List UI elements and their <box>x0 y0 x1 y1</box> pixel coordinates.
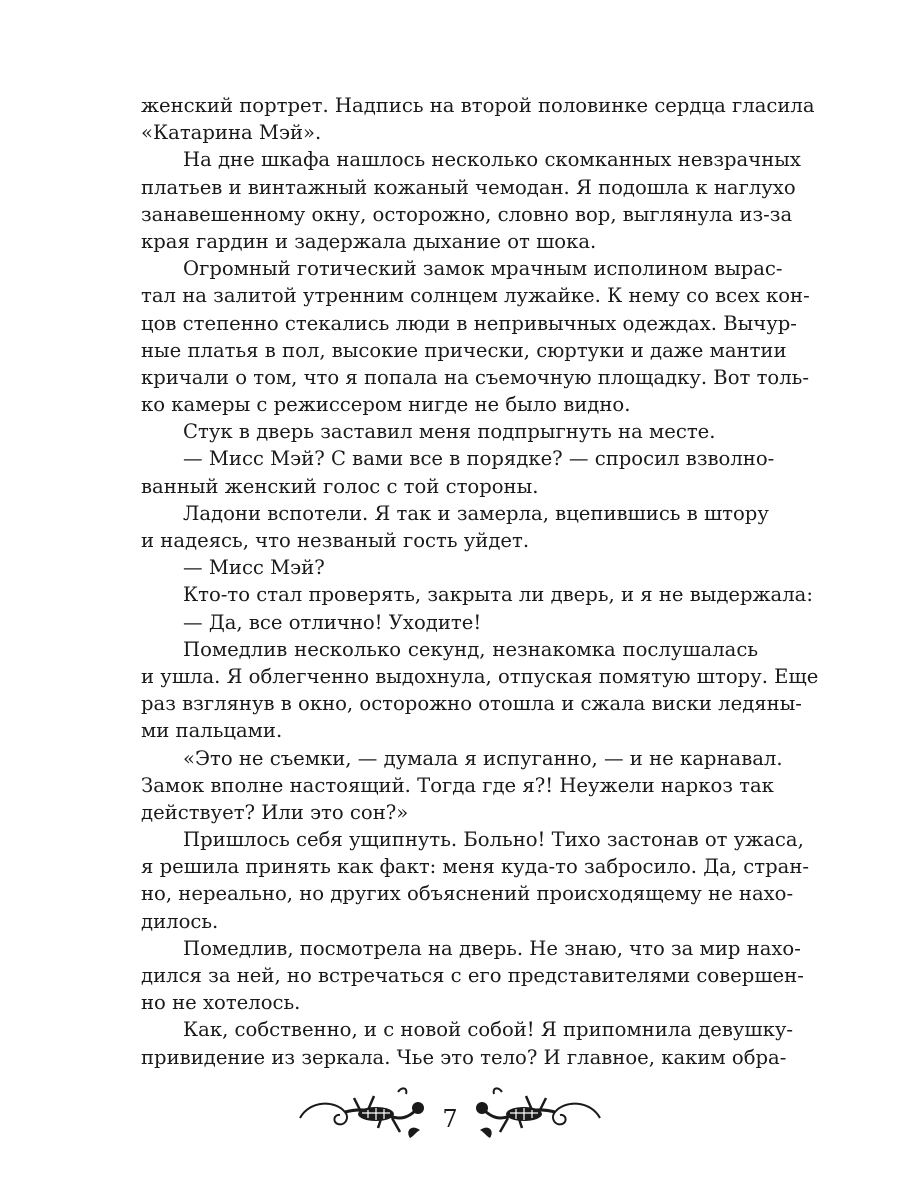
text-line: и надеясь, что незваный гость уйдет. <box>141 529 530 552</box>
paragraph <box>141 445 775 499</box>
text-line: платьев и винтажный кожаный чемодан. Я подошла к наглухо <box>141 175 796 199</box>
text-line: Помедлив несколько секунд, незнакомка послушалась <box>183 637 758 661</box>
text-line: Кто-то стал проверять, закрыта ли дверь, и я не выдержала: <box>183 583 813 607</box>
text-line: Замок вполне настоящий. Тогда где я?! Неужели наркоз так <box>141 773 774 797</box>
text-line: — Мисс Мэй? <box>183 556 325 580</box>
text-line: ванный женский голос с той стороны. <box>141 474 539 498</box>
paragraph <box>141 418 758 445</box>
text-line: «Катарина Мэй». <box>141 121 322 145</box>
paragraph <box>141 1016 794 1070</box>
text-line: и ушла. Я облегченно выдохнула, отпуская помятую штору. Еще <box>141 664 819 688</box>
text-line: — Мисс Мэй? С вами все в порядке? — спросил взволно- <box>183 447 775 471</box>
text-line: действует? Или это сон?» <box>141 800 409 824</box>
paragraph <box>141 935 804 1017</box>
text-line: Помедлив, посмотрела на дверь. Не знаю, что за мир нахо- <box>183 936 801 960</box>
text-line: Ладони вспотели. Я так и замерла, вцепившись в штору <box>183 501 769 525</box>
paragraph <box>141 636 819 745</box>
page-number: 7 <box>442 1105 458 1133</box>
text-line: ные платья в пол, высокие прически, сюртуки и даже мантии <box>141 338 787 362</box>
text-line: кричали о том, что я попала на съемочную площадку. Вот толь- <box>141 365 809 389</box>
text-line: Как, собственно, и с новой собой! Я припомнила девушку- <box>183 1018 794 1042</box>
text-line: занавешенному окну, осторожно, словно вор, выглянула из-за <box>141 202 793 226</box>
text-line: Пришлось себя ущипнуть. Больно! Тихо застонав от ужаса, <box>183 828 804 852</box>
text-line: ко камеры с режиссером нигде не было видно. <box>141 393 631 417</box>
text-line: тал на залитой утренним солнцем лужайке. К нему со всех кон- <box>141 284 810 308</box>
paragraph <box>141 255 810 418</box>
text-line: На дне шкафа нашлось несколько скомканных невзрачных <box>183 148 801 172</box>
paragraph <box>141 146 801 255</box>
text-line: Огромный готический замок мрачным исполином вырас- <box>183 257 783 281</box>
paragraph <box>141 826 810 935</box>
paragraph <box>141 609 758 636</box>
paragraph <box>141 554 758 581</box>
text-line: дился за ней, но встречаться с его представителями совершен- <box>141 964 804 987</box>
lizard-ornament-left-icon <box>290 1080 430 1150</box>
text-line: дилось. <box>141 909 219 933</box>
text-line: цов степенно стекались люди в непривычных одеждах. Вычур- <box>141 311 797 335</box>
paragraph <box>141 500 769 554</box>
text-line: края гардин и задержала дыхание от шока. <box>141 229 597 253</box>
paragraph <box>141 581 813 608</box>
text-line: — Да, все отлично! Уходите! <box>183 610 482 634</box>
paragraph <box>141 92 815 146</box>
text-line: Стук в дверь заставил меня подпрыгнуть на месте. <box>183 420 716 444</box>
text-line: но не хотелось. <box>141 991 301 1015</box>
paragraph <box>141 745 783 827</box>
text-line: ми пальцами. <box>141 719 283 743</box>
text-line: привидение из зеркала. Чье это тело? И главное, каким обра- <box>141 1045 787 1069</box>
text-line: «Это не съемки, — думала я испуганно, — и не карнавал. <box>183 746 783 770</box>
text-line: но, нереально, но других объяснений происходящему не нахо- <box>141 882 794 906</box>
lizard-ornament-right-icon <box>470 1080 610 1150</box>
text-line: женский портрет. Надпись на второй половинке сердца гласила <box>141 94 815 117</box>
text-line: раз взглянув в окно, осторожно отошла и сжала виски ледяны- <box>141 692 802 716</box>
text-line: я решила принять как факт: меня куда-то забросило. Да, стран- <box>141 855 810 879</box>
body-text <box>141 92 819 1071</box>
